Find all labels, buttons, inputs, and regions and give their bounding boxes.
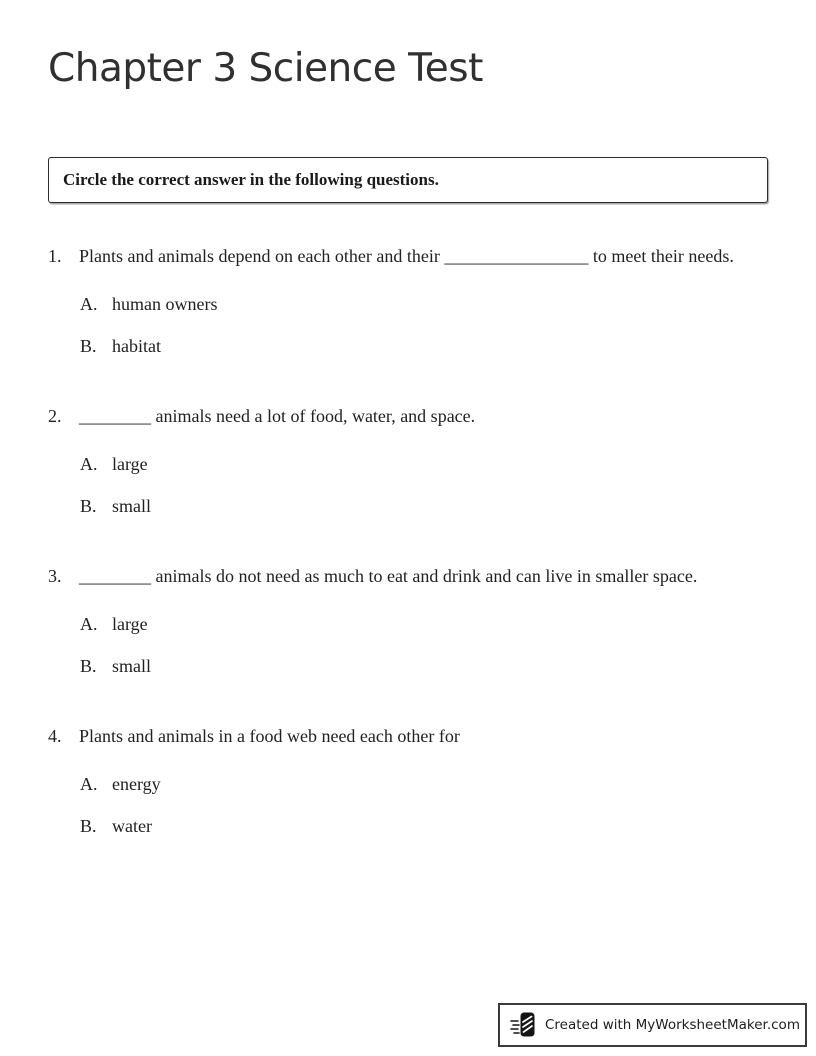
question-text: Plants and animals in a food web need each other for — [79, 726, 460, 746]
question-number: 4. — [48, 726, 62, 746]
option-text: habitat — [112, 336, 161, 356]
option-letter: B. — [80, 496, 97, 516]
question-number: 2. — [48, 406, 62, 426]
page-title: Chapter 3 Science Test — [48, 46, 483, 91]
option-letter: A. — [80, 614, 98, 634]
question-4-option-b — [80, 813, 768, 839]
question-2 — [48, 403, 768, 519]
question-1-option-a — [80, 291, 768, 317]
question-4 — [48, 723, 768, 839]
question-1 — [48, 243, 768, 359]
option-text: large — [112, 614, 148, 634]
option-text: small — [112, 656, 151, 676]
question-3-stem — [48, 563, 768, 589]
worksheet-maker-logo-icon — [510, 1010, 538, 1040]
question-4-stem — [48, 723, 768, 749]
question-1-option-b — [80, 333, 768, 359]
option-text: energy — [112, 774, 161, 794]
question-number: 1. — [48, 246, 62, 266]
question-text: Plants and animals depend on each other and their ________________ to meet their needs. — [79, 246, 734, 266]
option-letter: A. — [80, 774, 98, 794]
question-text: ________ animals do not need as much to eat and drink and can live in smaller space. — [79, 566, 698, 586]
option-letter: A. — [80, 454, 98, 474]
question-3 — [48, 563, 768, 679]
option-letter: B. — [80, 816, 97, 836]
option-text: human owners — [112, 294, 218, 314]
option-letter: A. — [80, 294, 98, 314]
question-list — [48, 243, 768, 883]
question-3-option-b — [80, 653, 768, 679]
question-number: 3. — [48, 566, 62, 586]
badge-text: Created with MyWorksheetMaker.com — [545, 1017, 800, 1033]
question-4-option-a — [80, 771, 768, 797]
question-2-option-b — [80, 493, 768, 519]
option-text: large — [112, 454, 148, 474]
worksheet-maker-badge[interactable] — [498, 1003, 807, 1047]
question-2-stem — [48, 403, 768, 429]
question-3-option-a — [80, 611, 768, 637]
instruction-box — [48, 157, 768, 203]
option-text: water — [112, 816, 152, 836]
option-letter: B. — [80, 656, 97, 676]
option-letter: B. — [80, 336, 97, 356]
question-1-stem — [48, 243, 768, 269]
question-text: ________ animals need a lot of food, water, and space. — [79, 406, 476, 426]
option-text: small — [112, 496, 151, 516]
question-2-option-a — [80, 451, 768, 477]
instruction-text: Circle the correct answer in the following questions. — [63, 170, 439, 189]
